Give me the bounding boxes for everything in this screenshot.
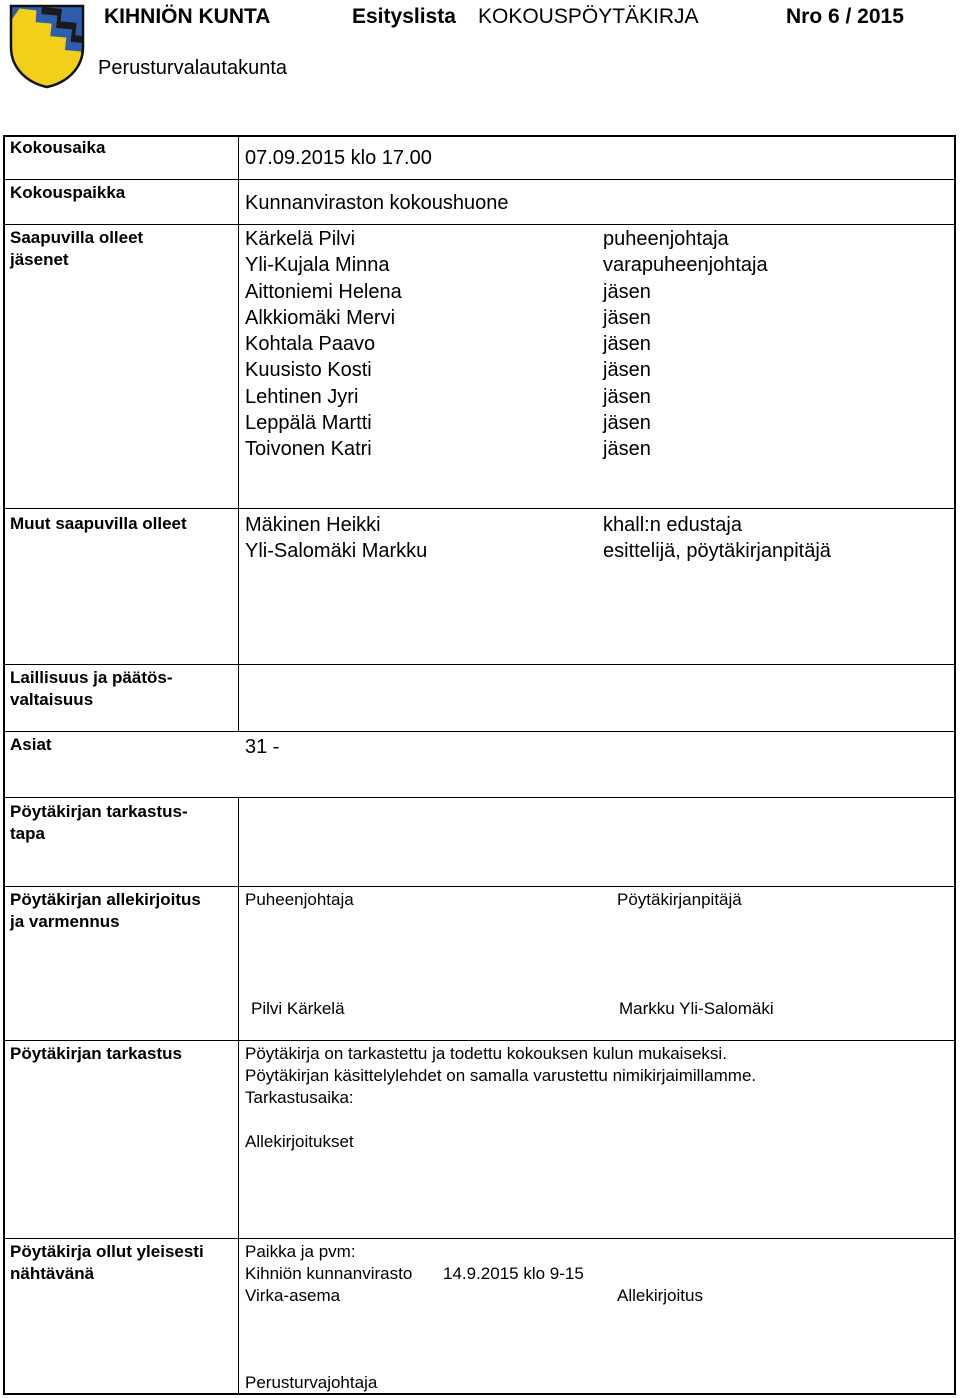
- member-role: jäsen: [603, 280, 651, 303]
- position-value: Perusturvajohtaja: [245, 1373, 378, 1392]
- review-text: Pöytäkirja on tarkastettu ja todettu kokouksen kulun mukaiseksi. Pöytäkirjan käsittelylehdet on samalla varustettu nimikirjaimillamme. Tarkastusaika:: [245, 1044, 757, 1107]
- member-name: Aittoniemi Helena: [245, 280, 402, 303]
- member-name: Lehtinen Jyri: [245, 385, 359, 408]
- row-divider: [3, 1238, 956, 1239]
- member-role: jäsen: [603, 438, 651, 461]
- members-name-list: [245, 226, 402, 463]
- row-divider: [3, 224, 956, 225]
- member-name: Kuusisto Kosti: [245, 359, 372, 382]
- member-role: varapuheenjohtaja: [603, 254, 768, 277]
- display-date: 14.9.2015 klo 9-15: [443, 1264, 584, 1283]
- meeting-place-label: Kokouspaikka: [10, 183, 126, 202]
- meeting-number: Nro 6 / 2015: [786, 5, 904, 28]
- members-role-list: [603, 226, 768, 463]
- others-present-label: Muut saapuvilla olleet: [10, 514, 187, 533]
- member-role: jäsen: [603, 359, 651, 382]
- position-label: Virka-asema: [245, 1286, 341, 1305]
- members-present-label: Saapuvilla olleet jäsenet: [10, 228, 144, 269]
- member-name: Kohtala Paavo: [245, 333, 376, 356]
- doc-type-minutes: KOKOUSPÖYTÄKIRJA: [478, 5, 699, 28]
- board-name: Perusturvalautakunta: [98, 57, 288, 79]
- member-role: puheenjohtaja: [603, 228, 729, 250]
- items-value: 31 -: [245, 736, 280, 758]
- member-role: jäsen: [603, 306, 651, 329]
- other-name: Yli-Salomäki Markku: [245, 540, 428, 563]
- other-name: Mäkinen Heikki: [245, 514, 381, 536]
- row-divider: [3, 179, 956, 180]
- signature-field-label: Allekirjoitus: [617, 1286, 703, 1305]
- public-display-label: Pöytäkirja ollut yleisesti nähtävänä: [10, 1242, 204, 1283]
- meeting-place-value: Kunnanviraston kokoushuone: [245, 192, 509, 214]
- chair-name: Pilvi Kärkelä: [251, 999, 345, 1018]
- member-name: Alkkiomäki Mervi: [245, 306, 396, 329]
- chair-title: Puheenjohtaja: [245, 890, 354, 909]
- coat-of-arms-logo: [8, 3, 86, 89]
- legality-label: Laillisuus ja päätös- valtaisuus: [10, 668, 173, 709]
- others-role-list: [603, 512, 831, 565]
- row-divider: [3, 886, 956, 887]
- others-name-list: [245, 512, 427, 565]
- meeting-time-label: Kokousaika: [10, 138, 106, 157]
- member-name: Toivonen Katri: [245, 438, 372, 461]
- member-name: Yli-Kujala Minna: [245, 254, 390, 277]
- other-role: esittelijä, pöytäkirjanpitäjä: [603, 540, 831, 563]
- display-place: Kihniön kunnanvirasto: [245, 1264, 413, 1283]
- other-role: khall:n edustaja: [603, 514, 742, 536]
- row-divider: [3, 1040, 956, 1041]
- column-divider: [238, 135, 239, 731]
- municipality-name: KIHNIÖN KUNTA: [104, 5, 271, 28]
- signature-label: Pöytäkirjan allekirjoitus ja varmennus: [10, 890, 201, 931]
- secretary-name: Markku Yli-Salomäki: [619, 999, 774, 1018]
- minutes-table: [3, 135, 956, 1395]
- row-divider: [3, 664, 956, 665]
- member-role: jäsen: [603, 333, 651, 356]
- row-divider: [3, 508, 956, 509]
- row-divider: [3, 797, 956, 798]
- secretary-title: Pöytäkirjanpitäjä: [617, 890, 742, 909]
- meeting-time-value: 07.09.2015 klo 17.00: [245, 147, 432, 169]
- row-divider: [3, 731, 956, 732]
- column-divider: [238, 797, 239, 1395]
- member-name: Leppälä Martti: [245, 412, 372, 435]
- review-signatures: Allekirjoitukset: [245, 1132, 354, 1151]
- review-method-label: Pöytäkirjan tarkastus- tapa: [10, 802, 188, 843]
- items-label: Asiat: [10, 735, 52, 754]
- place-date-label: Paikka ja pvm:: [245, 1242, 356, 1261]
- member-role: jäsen: [603, 385, 651, 408]
- doc-type-agenda: Esityslista: [352, 5, 456, 28]
- member-name: Kärkelä Pilvi: [245, 228, 356, 250]
- member-role: jäsen: [603, 412, 651, 435]
- review-label: Pöytäkirjan tarkastus: [10, 1044, 182, 1063]
